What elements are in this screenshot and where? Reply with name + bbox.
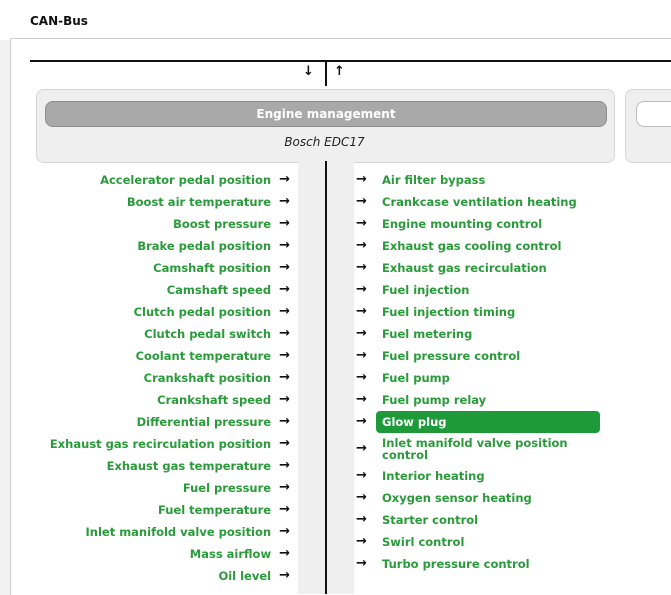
- signal-label[interactable]: Clutch pedal position: [133, 305, 272, 319]
- signal-label[interactable]: Mass airflow: [189, 547, 272, 561]
- function-label[interactable]: Air filter bypass: [382, 173, 486, 187]
- signal-item[interactable]: [0, 257, 290, 279]
- arrow-right-icon: →: [356, 468, 367, 483]
- arrow-right-icon: →: [356, 490, 367, 505]
- function-label[interactable]: Starter control: [382, 513, 479, 527]
- function-label[interactable]: Turbo pressure control: [382, 557, 530, 571]
- arrow-right-icon: →: [279, 502, 290, 517]
- function-label[interactable]: Fuel injection: [382, 283, 470, 297]
- function-item[interactable]: [356, 213, 656, 235]
- function-item[interactable]: [356, 169, 656, 191]
- signal-label[interactable]: Differential pressure: [136, 415, 272, 429]
- arrow-right-icon: →: [279, 326, 290, 341]
- function-label[interactable]: Exhaust gas recirculation: [382, 261, 547, 275]
- function-item[interactable]: [356, 301, 656, 323]
- function-label[interactable]: Fuel injection timing: [382, 305, 516, 319]
- signal-label[interactable]: Fuel temperature: [157, 503, 272, 517]
- signal-item[interactable]: [0, 301, 290, 323]
- input-signal-list: [0, 169, 290, 587]
- signal-item[interactable]: [0, 477, 290, 499]
- function-item[interactable]: [356, 487, 656, 509]
- function-label[interactable]: Glow plug: [376, 411, 600, 433]
- arrow-right-icon: →: [356, 172, 367, 187]
- arrow-right-icon: →: [356, 392, 367, 407]
- function-label[interactable]: Swirl control: [382, 535, 465, 549]
- signal-item[interactable]: [0, 411, 290, 433]
- function-item[interactable]: [356, 509, 656, 531]
- signal-item[interactable]: [0, 521, 290, 543]
- function-item[interactable]: [356, 411, 656, 433]
- arrow-right-icon: →: [356, 326, 367, 341]
- signal-label[interactable]: Inlet manifold valve position: [85, 525, 272, 539]
- function-item[interactable]: [356, 279, 656, 301]
- signal-label[interactable]: Crankshaft position: [143, 371, 272, 385]
- arrow-right-icon: →: [356, 348, 367, 363]
- window-title: CAN-Bus: [30, 14, 88, 28]
- arrow-down-icon: ↓: [303, 64, 314, 79]
- arrow-right-icon: →: [279, 458, 290, 473]
- signal-label[interactable]: Camshaft position: [153, 261, 272, 275]
- can-bus-line: [30, 60, 671, 62]
- arrow-right-icon: →: [279, 194, 290, 209]
- arrow-right-icon: →: [356, 304, 367, 319]
- arrow-right-icon: →: [356, 282, 367, 297]
- signal-item[interactable]: [0, 499, 290, 521]
- output-function-list: [356, 169, 656, 575]
- function-label[interactable]: Inlet manifold valve position control: [382, 436, 568, 462]
- signal-item[interactable]: [0, 169, 290, 191]
- function-item[interactable]: [356, 257, 656, 279]
- signal-label[interactable]: Accelerator pedal position: [100, 173, 272, 187]
- arrow-right-icon: →: [356, 534, 367, 549]
- signal-label[interactable]: Fuel pressure: [182, 481, 272, 495]
- signal-label[interactable]: Boost air temperature: [126, 195, 272, 209]
- function-label[interactable]: Oxygen sensor heating: [382, 491, 532, 505]
- signal-item[interactable]: [0, 455, 290, 477]
- signal-item[interactable]: [0, 433, 290, 455]
- arrow-right-icon: →: [279, 392, 290, 407]
- function-label[interactable]: Exhaust gas cooling control: [382, 239, 562, 253]
- ecu-connector-line: [325, 62, 327, 86]
- signal-item[interactable]: [0, 235, 290, 257]
- arrow-right-icon: →: [279, 370, 290, 385]
- function-item[interactable]: [356, 433, 656, 465]
- arrow-right-icon: →: [356, 260, 367, 275]
- arrow-right-icon: →: [279, 524, 290, 539]
- signal-label[interactable]: Coolant temperature: [135, 349, 272, 363]
- function-item[interactable]: [356, 553, 656, 575]
- function-item[interactable]: [356, 323, 656, 345]
- arrow-up-icon: ↑: [334, 64, 345, 79]
- signal-label[interactable]: Crankshaft speed: [157, 393, 272, 407]
- function-item[interactable]: [356, 465, 656, 487]
- next-ecu-button[interactable]: [636, 101, 671, 127]
- signal-item[interactable]: [0, 543, 290, 565]
- arrow-right-icon: →: [279, 260, 290, 275]
- arrow-right-icon: →: [279, 282, 290, 297]
- function-item[interactable]: [356, 235, 656, 257]
- arrow-right-icon: →: [279, 436, 290, 451]
- signal-label[interactable]: Exhaust gas temperature: [106, 459, 272, 473]
- function-label[interactable]: Engine mounting control: [382, 217, 543, 231]
- function-label[interactable]: Fuel pump: [382, 371, 450, 385]
- signal-label[interactable]: Brake pedal position: [137, 239, 272, 253]
- signal-label[interactable]: Camshaft speed: [166, 283, 272, 297]
- title-bar: [0, 0, 671, 40]
- arrow-right-icon: →: [279, 568, 290, 583]
- arrow-right-icon: →: [279, 546, 290, 561]
- arrow-right-icon: →: [356, 414, 367, 429]
- signal-item[interactable]: [0, 367, 290, 389]
- arrow-right-icon: →: [279, 414, 290, 429]
- arrow-right-icon: →: [279, 172, 290, 187]
- arrow-right-icon: →: [356, 238, 367, 253]
- arrow-right-icon: →: [356, 194, 367, 209]
- signal-item[interactable]: [0, 191, 290, 213]
- signal-item[interactable]: [0, 279, 290, 301]
- function-label[interactable]: Fuel pump relay: [382, 393, 487, 407]
- signal-label[interactable]: Clutch pedal switch: [144, 327, 272, 341]
- engine-management-button[interactable]: Engine management: [45, 101, 607, 127]
- arrow-right-icon: →: [356, 216, 367, 231]
- signal-label[interactable]: Boost pressure: [173, 217, 272, 231]
- signal-item[interactable]: [0, 213, 290, 235]
- arrow-right-icon: →: [279, 216, 290, 231]
- function-label[interactable]: Fuel metering: [382, 327, 473, 341]
- function-label[interactable]: Crankcase ventilation heating: [382, 195, 577, 209]
- arrow-right-icon: →: [279, 238, 290, 253]
- signal-label[interactable]: Exhaust gas recirculation position: [49, 437, 272, 451]
- arrow-right-icon: →: [279, 304, 290, 319]
- arrow-right-icon: →: [356, 512, 367, 527]
- ecu-variant-label: Bosch EDC17: [284, 135, 365, 149]
- function-label[interactable]: Fuel pressure control: [382, 349, 521, 363]
- function-item[interactable]: [356, 531, 656, 553]
- function-item[interactable]: [356, 367, 656, 389]
- function-item[interactable]: [356, 191, 656, 213]
- arrow-right-icon: →: [356, 556, 367, 571]
- ecu-internal-bus-line: [325, 161, 327, 594]
- signal-item[interactable]: [0, 323, 290, 345]
- arrow-right-icon: →: [279, 348, 290, 363]
- arrow-right-icon: →: [356, 370, 367, 385]
- function-item[interactable]: [356, 345, 656, 367]
- arrow-right-icon: →: [279, 480, 290, 495]
- signal-item[interactable]: [0, 389, 290, 411]
- signal-item[interactable]: [0, 345, 290, 367]
- arrow-right-icon: →: [356, 441, 367, 456]
- signal-item[interactable]: [0, 565, 290, 587]
- function-label[interactable]: Interior heating: [382, 469, 485, 483]
- signal-label[interactable]: Oil level: [218, 569, 272, 583]
- function-item[interactable]: [356, 389, 656, 411]
